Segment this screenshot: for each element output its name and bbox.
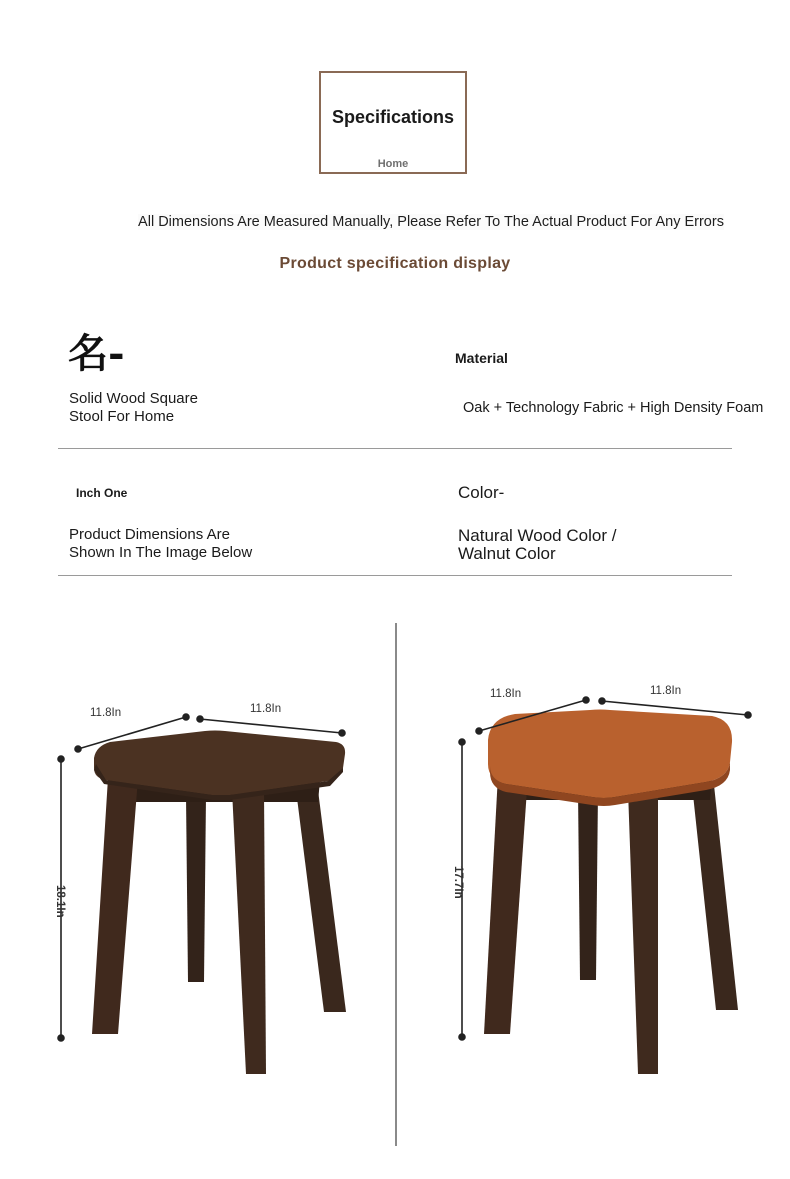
color-value-line2: Walnut Color xyxy=(458,544,556,563)
size-value-line1: Product Dimensions Are xyxy=(69,526,230,543)
cushion-stool-image xyxy=(484,710,738,1075)
right-width-label-2: 11.8In xyxy=(650,685,682,697)
page-subtitle: Home xyxy=(377,158,409,170)
name-value-line1: Solid Wood Square xyxy=(69,390,198,407)
material-value: Oak + Technology Fabric + High Density Foam xyxy=(463,400,764,416)
walnut-stool-image xyxy=(92,731,346,1075)
name-value-line2: Stool For Home xyxy=(69,408,175,425)
left-height-label: 18.1In xyxy=(54,885,66,918)
left-width-label-1: 11.8In xyxy=(90,707,122,719)
size-value-line2: Shown In The Image Below xyxy=(69,544,253,561)
right-height-label: 17.7In xyxy=(452,866,464,899)
section-title: Product specification display xyxy=(279,255,511,272)
measurement-notice: All Dimensions Are Measured Manually, Please Refer To The Actual Product For Any Errors xyxy=(138,214,724,230)
right-width-label-1: 11.8In xyxy=(490,688,522,700)
page-title: Specifications xyxy=(331,107,455,127)
color-label: Color- xyxy=(458,483,505,502)
material-label: Material xyxy=(455,350,508,366)
color-value-line1: Natural Wood Color / xyxy=(458,526,617,545)
name-label: 名- xyxy=(68,330,125,377)
size-label: Inch One xyxy=(76,486,128,500)
left-width-label-2: 11.8In xyxy=(250,703,282,715)
